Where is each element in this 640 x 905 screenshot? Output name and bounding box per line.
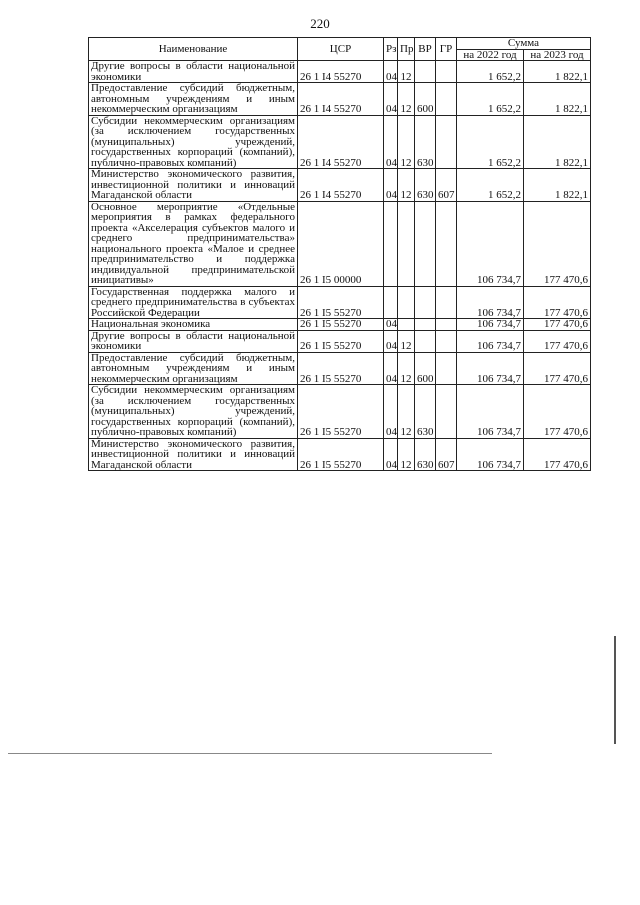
row-csr: 26 1 I5 00000: [298, 201, 384, 286]
row-sum-2023: 177 470,6: [524, 286, 591, 319]
row-sum-2022: 1 652,2: [457, 115, 524, 169]
row-gr: 607: [436, 438, 457, 471]
row-gr: [436, 201, 457, 286]
table-row: [89, 286, 591, 319]
row-gr: [436, 319, 457, 331]
row-name: Национальная экономика: [89, 319, 298, 331]
row-vr: [415, 286, 436, 319]
row-rz: 04: [384, 319, 398, 331]
row-pr: 12: [398, 61, 415, 83]
row-csr: 26 1 I5 55270: [298, 286, 384, 319]
row-gr: [436, 352, 457, 385]
col-header-2022: на 2022 год: [457, 49, 524, 61]
row-rz: [384, 201, 398, 286]
row-sum-2023: 177 470,6: [524, 330, 591, 352]
row-sum-2022: 106 734,7: [457, 438, 524, 471]
row-csr: 26 1 I4 55270: [298, 61, 384, 83]
row-sum-2022: 106 734,7: [457, 385, 524, 439]
row-pr: 12: [398, 352, 415, 385]
row-sum-2022: 106 734,7: [457, 201, 524, 286]
row-rz: 04: [384, 385, 398, 439]
row-vr: [415, 201, 436, 286]
row-sum-2022: 106 734,7: [457, 330, 524, 352]
row-gr: [436, 385, 457, 439]
row-rz: 04: [384, 169, 398, 202]
row-sum-2022: 106 734,7: [457, 352, 524, 385]
row-csr: 26 1 I5 55270: [298, 352, 384, 385]
row-name: Предоставление субсидий бюджетным, автономным учреждениям и иным некоммерческим организациям: [89, 83, 298, 116]
row-pr: [398, 286, 415, 319]
row-sum-2023: 1 822,1: [524, 169, 591, 202]
row-name: Другие вопросы в области национальной экономики: [89, 61, 298, 83]
budget-table: [88, 37, 591, 471]
row-sum-2023: 177 470,6: [524, 385, 591, 439]
row-csr: 26 1 I4 55270: [298, 115, 384, 169]
row-vr: [415, 319, 436, 331]
row-vr: 600: [415, 352, 436, 385]
table-row: [89, 61, 591, 83]
col-header-gr: ГР: [436, 38, 457, 61]
row-rz: 04: [384, 438, 398, 471]
row-name: Предоставление субсидий бюджетным, автономным учреждениям и иным некоммерческим организациям: [89, 352, 298, 385]
row-csr: 26 1 I5 55270: [298, 330, 384, 352]
table-row: [89, 319, 591, 331]
row-pr: 12: [398, 115, 415, 169]
row-sum-2023: 1 822,1: [524, 115, 591, 169]
row-rz: 04: [384, 115, 398, 169]
row-rz: 04: [384, 352, 398, 385]
row-vr: 630: [415, 115, 436, 169]
col-header-vr: ВР: [415, 38, 436, 61]
row-rz: [384, 286, 398, 319]
row-csr: 26 1 I5 55270: [298, 319, 384, 331]
footer-divider: [8, 753, 492, 754]
row-sum-2023: 177 470,6: [524, 352, 591, 385]
row-gr: [436, 330, 457, 352]
margin-mark: [614, 636, 616, 744]
col-header-pr: Пр: [398, 38, 415, 61]
row-gr: [436, 83, 457, 116]
table-row: [89, 115, 591, 169]
row-sum-2022: 1 652,2: [457, 61, 524, 83]
row-vr: 630: [415, 438, 436, 471]
col-header-csr: ЦСР: [298, 38, 384, 61]
row-gr: [436, 115, 457, 169]
header-row: [89, 38, 591, 50]
row-vr: 630: [415, 169, 436, 202]
row-csr: 26 1 I4 55270: [298, 83, 384, 116]
table-row: [89, 201, 591, 286]
row-pr: 12: [398, 385, 415, 439]
row-name: Субсидии некоммерческим организациям (за исключением государственных (муниципальных) учреждений, государственных корпораций (компаний), публично-правовых компаний): [89, 385, 298, 439]
table-row: [89, 385, 591, 439]
row-sum-2022: 1 652,2: [457, 83, 524, 116]
row-sum-2023: 177 470,6: [524, 319, 591, 331]
row-pr: 12: [398, 438, 415, 471]
row-name: Министерство экономического развития, инвестиционной политики и инноваций Магаданской области: [89, 169, 298, 202]
row-vr: [415, 330, 436, 352]
row-name: Основное мероприятие «Отдельные мероприятия в рамках федерального проекта «Акселерация субъектов малого и среднего предпринимательства» национального проекта «Малое и среднее предпринимательство и поддержка индивидуальной предпринимательской инициативы»: [89, 201, 298, 286]
row-pr: 12: [398, 169, 415, 202]
row-gr: [436, 61, 457, 83]
row-rz: 04: [384, 61, 398, 83]
col-header-sum: Сумма: [457, 38, 591, 50]
row-sum-2022: 106 734,7: [457, 286, 524, 319]
row-vr: 630: [415, 385, 436, 439]
table-row: [89, 438, 591, 471]
row-pr: [398, 201, 415, 286]
table-row: [89, 352, 591, 385]
col-header-rz: Рз: [384, 38, 398, 61]
row-rz: 04: [384, 83, 398, 116]
row-sum-2023: 1 822,1: [524, 83, 591, 116]
row-name: Другие вопросы в области национальной экономики: [89, 330, 298, 352]
row-sum-2023: 177 470,6: [524, 201, 591, 286]
table-row: [89, 83, 591, 116]
row-gr: 607: [436, 169, 457, 202]
col-header-name: Наименование: [89, 38, 298, 61]
row-sum-2023: 177 470,6: [524, 438, 591, 471]
row-csr: 26 1 I4 55270: [298, 169, 384, 202]
row-sum-2022: 1 652,2: [457, 169, 524, 202]
table-row: [89, 169, 591, 202]
row-name: Министерство экономического развития, инвестиционной политики и инноваций Магаданской области: [89, 438, 298, 471]
row-rz: 04: [384, 330, 398, 352]
row-name: Государственная поддержка малого и среднего предпринимательства в субъектах Российской Федерации: [89, 286, 298, 319]
page-number: 220: [310, 16, 330, 31]
row-sum-2022: 106 734,7: [457, 319, 524, 331]
col-header-2023: на 2023 год: [524, 49, 591, 61]
row-vr: 600: [415, 83, 436, 116]
row-name: Субсидии некоммерческим организациям (за исключением государственных (муниципальных) учреждений, государственных корпораций (компаний), публично-правовых компаний): [89, 115, 298, 169]
row-vr: [415, 61, 436, 83]
row-csr: 26 1 I5 55270: [298, 385, 384, 439]
table-row: [89, 330, 591, 352]
row-pr: [398, 319, 415, 331]
row-pr: 12: [398, 83, 415, 116]
row-csr: 26 1 I5 55270: [298, 438, 384, 471]
row-gr: [436, 286, 457, 319]
row-sum-2023: 1 822,1: [524, 61, 591, 83]
row-pr: 12: [398, 330, 415, 352]
